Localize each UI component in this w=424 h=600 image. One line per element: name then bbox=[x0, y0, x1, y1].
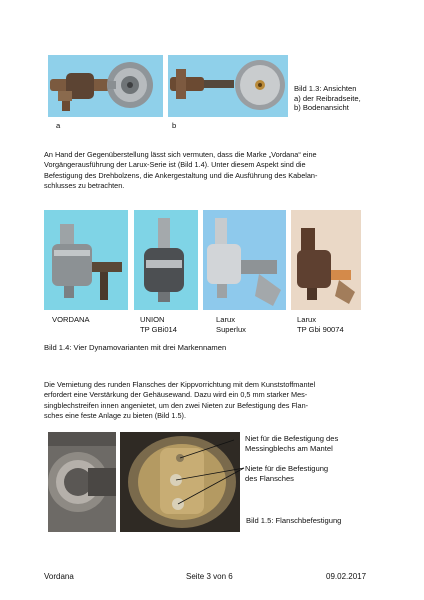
label-line: Larux bbox=[216, 315, 235, 324]
label-larux-tp bbox=[297, 315, 344, 334]
label-line: TP Gbi 90074 bbox=[297, 324, 344, 334]
label-union bbox=[140, 315, 177, 334]
label-line: VORDANA bbox=[52, 315, 90, 324]
figure-1-3-caption bbox=[294, 84, 361, 113]
photo-larux-superlux bbox=[203, 210, 286, 310]
annotation-line-text: des Flansches bbox=[245, 473, 294, 483]
footer-left: Vordana bbox=[44, 572, 74, 581]
footer-date: 09.02.2017 bbox=[326, 572, 367, 581]
paragraph-line: An Hand der Gegenüberstellung lässt sich vermuten, dass die Marke „Vordana“ eine bbox=[44, 150, 317, 159]
photo-larux-tp bbox=[291, 210, 361, 310]
paragraph-line: sches eine feste Anlage zu bieten (Bild 1.5). bbox=[44, 410, 186, 420]
annotation-line-text: Niet für die Befestigung des bbox=[245, 434, 339, 443]
footer-page-number: Seite 3 von 6 bbox=[186, 572, 233, 581]
label-vordana bbox=[52, 315, 90, 325]
label-line: Larux bbox=[297, 315, 316, 324]
annotation-line-text: Niete für die Befestigung bbox=[245, 464, 329, 473]
figure-1-5-caption: Bild 1.5: Flanschbefestigung bbox=[246, 516, 342, 525]
label-larux-superlux bbox=[216, 315, 246, 334]
figure-label-a: a bbox=[56, 121, 61, 130]
annotation-rivet-sheet bbox=[245, 434, 395, 453]
figure-1-4-caption: Bild 1.4: Vier Dynamovarianten mit drei Markennamen bbox=[44, 343, 227, 352]
photo-dynamo-bottom-view bbox=[168, 55, 288, 117]
photo-union bbox=[134, 210, 198, 310]
figure-label-b: b bbox=[172, 121, 177, 130]
paragraph-vordana-larux bbox=[44, 150, 380, 191]
paragraph-line: Die Vernietung des runden Flansches der Kippvorrichtung mit dem Kunststoffmantel bbox=[44, 380, 316, 389]
annotation-rivets-flange bbox=[245, 464, 385, 483]
paragraph-line: schlusses zu betrachten. bbox=[44, 180, 125, 190]
photo-flange-outside bbox=[48, 432, 116, 532]
annotation-line-rivets-flange-2 bbox=[178, 468, 244, 504]
annotation-line-rivet-sheet bbox=[180, 440, 234, 458]
paragraph-line: Befestigung des Drehbolzens, die Ankergestaltung und die Ausführung des Kabelan- bbox=[44, 170, 318, 180]
paragraph-flansch bbox=[44, 380, 380, 421]
caption-line: a) der Reibradseite, bbox=[294, 93, 361, 103]
photo-vordana bbox=[44, 210, 128, 310]
label-line: TP GBi014 bbox=[140, 324, 178, 334]
label-line: UNION bbox=[140, 315, 165, 324]
caption-line: b) Bodenansicht bbox=[294, 103, 349, 112]
label-line: Superlux bbox=[216, 324, 246, 334]
paragraph-line: singblechstreifen innen angenietet, um den zwei Nieten zur Befestigung des Flan- bbox=[44, 400, 309, 410]
paragraph-line: erfordert eine Verstärkung der Gehäusewand. Dazu wird ein 0,5 mm starker Mes- bbox=[44, 390, 308, 400]
photo-dynamo-friction-side bbox=[48, 55, 163, 117]
paragraph-line: Vorgängerausführung der Larux-Serie ist (Bild 1.4). Unter diesem Aspekt sind die bbox=[44, 160, 306, 170]
annotation-lines bbox=[120, 432, 250, 532]
caption-line: Bild 1.3: Ansichten bbox=[294, 84, 357, 93]
annotation-line-text: Messingblechs am Mantel bbox=[245, 443, 333, 453]
